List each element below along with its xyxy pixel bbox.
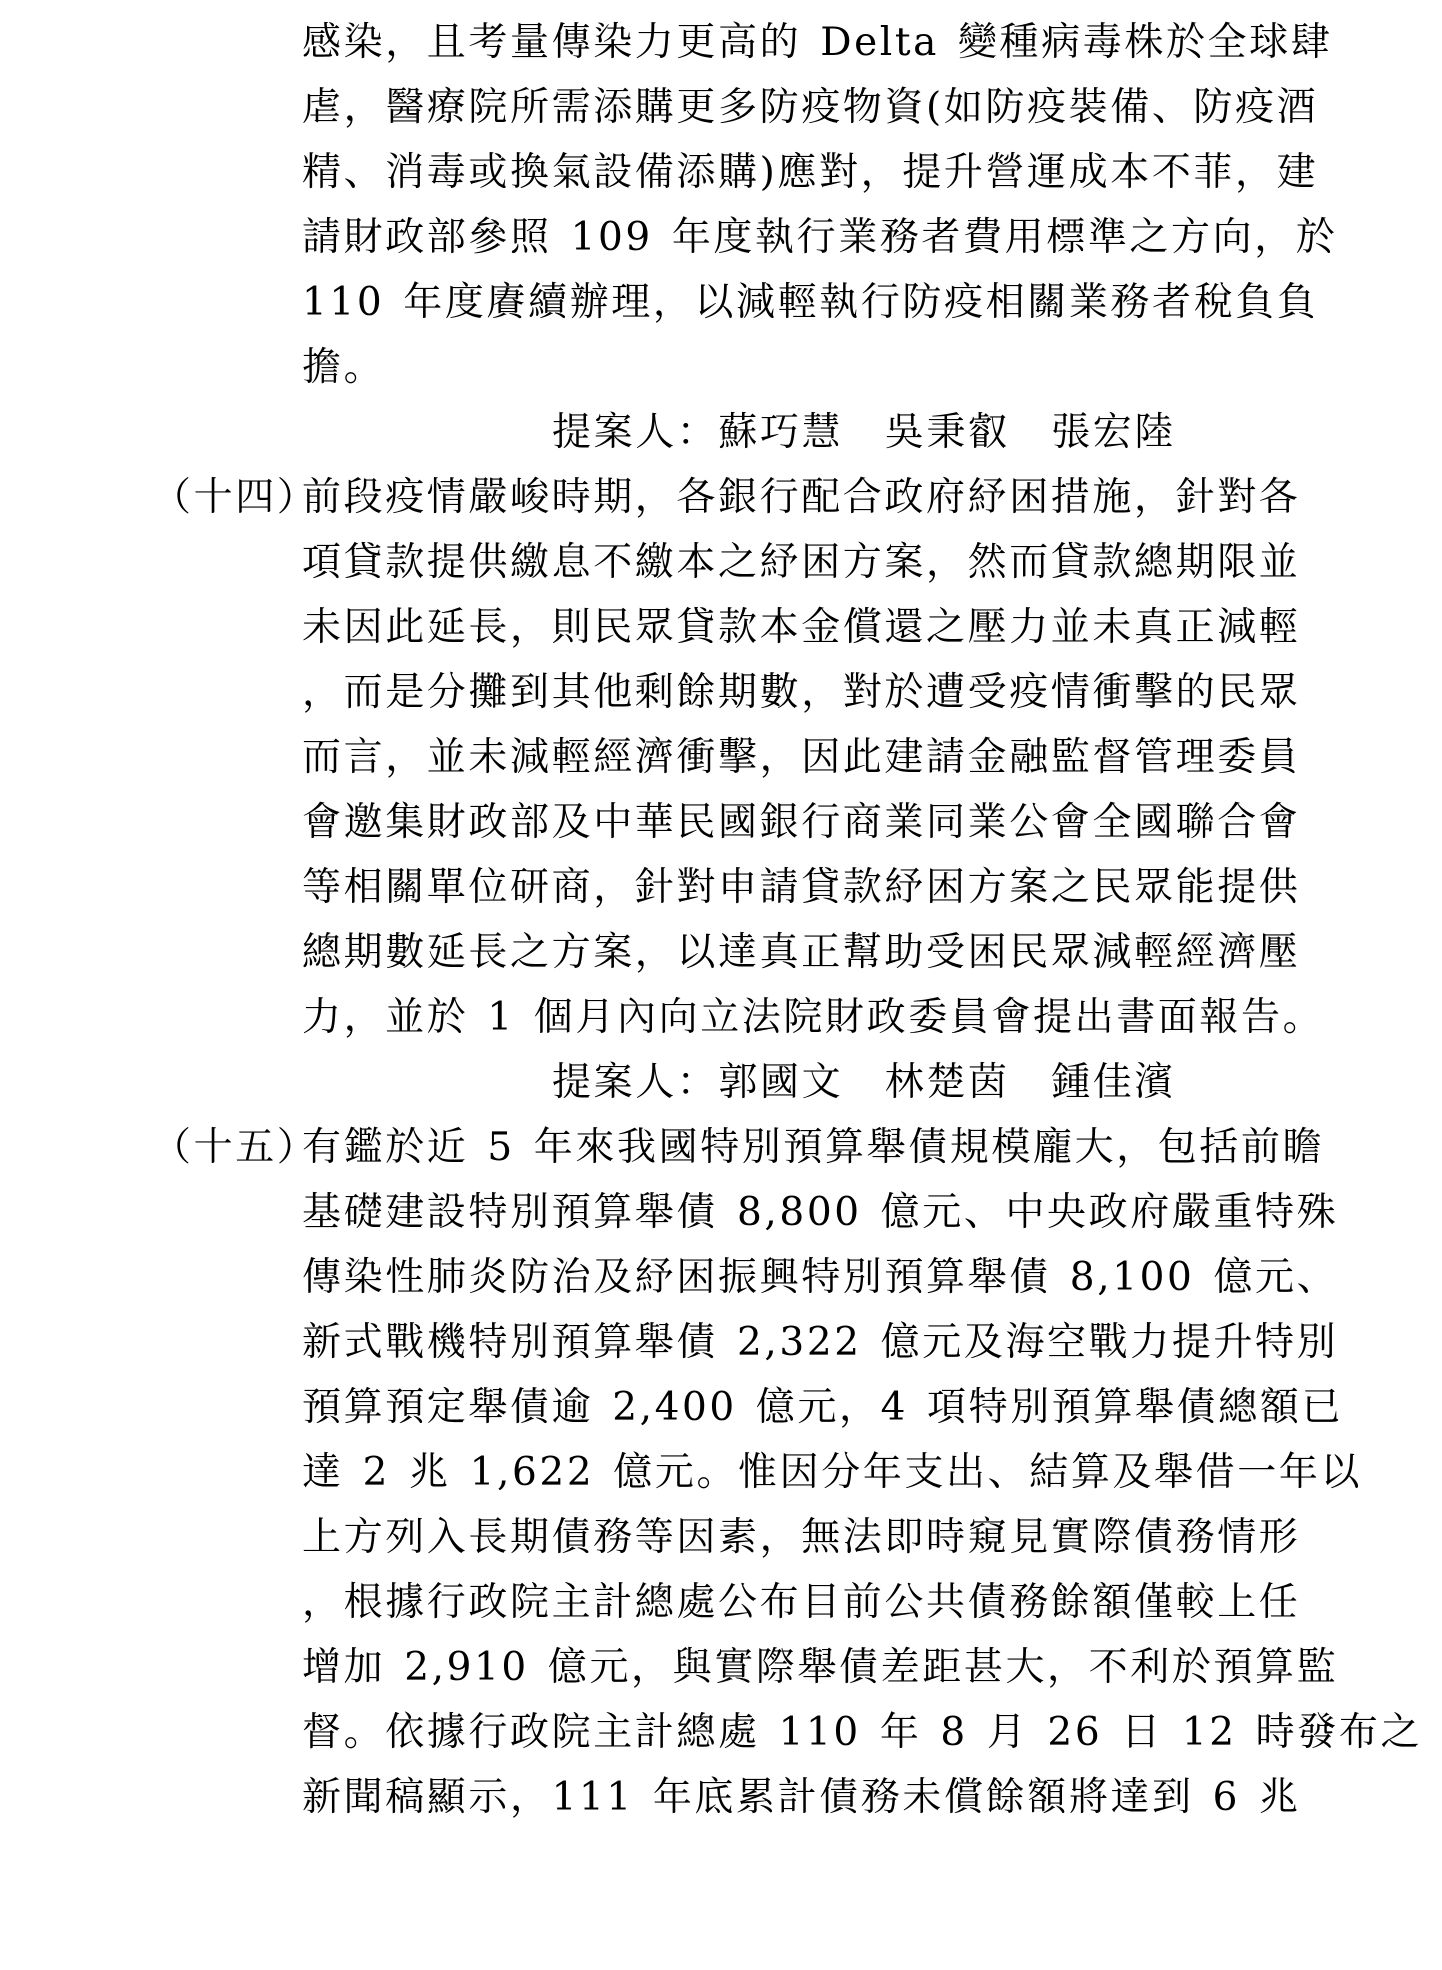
paragraph-line: 有鑑於近 5 年來我國特別預算舉債規模龐大，包括前瞻 bbox=[302, 1125, 1325, 1170]
paragraph-line: 感染，且考量傳染力更高的 Delta 變種病毒株於全球肆 bbox=[302, 20, 1333, 65]
paragraph-line: 精、消毒或換氣設備添購)應對，提升營運成本不菲，建 bbox=[302, 150, 1319, 195]
proposer-line: 提案人：蘇巧慧 吳秉叡 張宏陸 bbox=[552, 410, 1177, 455]
paragraph-line: 傳染性肺炎防治及紓困振興特別預算舉債 8,100 億元、 bbox=[302, 1255, 1339, 1300]
paragraph-line: 等相關單位研商，針對申請貸款紓困方案之民眾能提供 bbox=[302, 865, 1301, 910]
paragraph-line: 擔。 bbox=[302, 345, 386, 390]
paragraph-line: 新聞稿顯示，111 年底累計債務未償餘額將達到 6 兆 bbox=[302, 1775, 1301, 1820]
paragraph-line: 總期數延長之方案，以達真正幫助受困民眾減輕經濟壓 bbox=[302, 930, 1301, 975]
paragraph-line: 110 年度賡續辦理，以減輕執行防疫相關業務者稅負負 bbox=[302, 280, 1319, 325]
paragraph-line: 達 2 兆 1,622 億元。惟因分年支出、結算及舉借一年以 bbox=[302, 1450, 1363, 1495]
paragraph-line: 會邀集財政部及中華民國銀行商業同業公會全國聯合會 bbox=[302, 800, 1301, 845]
paragraph-line: 虐，醫療院所需添購更多防疫物資(如防疫裝備、防疫酒 bbox=[302, 85, 1319, 130]
paragraph-line: 上方列入長期債務等因素，無法即時窺見實際債務情形 bbox=[302, 1515, 1301, 1560]
paragraph-line: 新式戰機特別預算舉債 2,322 億元及海空戰力提升特別 bbox=[302, 1320, 1339, 1365]
paragraph-line: 基礎建設特別預算舉債 8,800 億元、中央政府嚴重特殊 bbox=[302, 1190, 1339, 1235]
paragraph-line: ，根據行政院主計總處公布目前公共債務餘額僅較上任 bbox=[302, 1580, 1301, 1625]
item-number-label: （十四） bbox=[152, 475, 319, 520]
paragraph-line: ，而是分攤到其他剩餘期數，對於遭受疫情衝擊的民眾 bbox=[302, 670, 1301, 715]
paragraph-line: 增加 2,910 億元，與實際舉債差距甚大，不利於預算監 bbox=[302, 1645, 1339, 1690]
paragraph-line: 督。依據行政院主計總處 110 年 8 月 26 日 12 時發布之 bbox=[302, 1710, 1423, 1755]
paragraph-line: 請財政部參照 109 年度執行業務者費用標準之方向，於 bbox=[302, 215, 1338, 260]
proposer-line: 提案人：郭國文 林楚茵 鍾佳濱 bbox=[552, 1060, 1177, 1105]
paragraph-line: 前段疫情嚴峻時期，各銀行配合政府紓困措施，針對各 bbox=[302, 475, 1301, 520]
paragraph-line: 預算預定舉債逾 2,400 億元，4 項特別預算舉債總額已 bbox=[302, 1385, 1344, 1430]
item-number-label: （十五） bbox=[152, 1125, 319, 1170]
paragraph-line: 而言，並未減輕經濟衝擊，因此建請金融監督管理委員 bbox=[302, 735, 1301, 780]
paragraph-line: 力，並於 1 個月內向立法院財政委員會提出書面報告。 bbox=[302, 995, 1325, 1040]
paragraph-line: 項貸款提供繳息不繳本之紓困方案，然而貸款總期限並 bbox=[302, 540, 1301, 585]
paragraph-line: 未因此延長，則民眾貸款本金償還之壓力並未真正減輕 bbox=[302, 605, 1301, 650]
